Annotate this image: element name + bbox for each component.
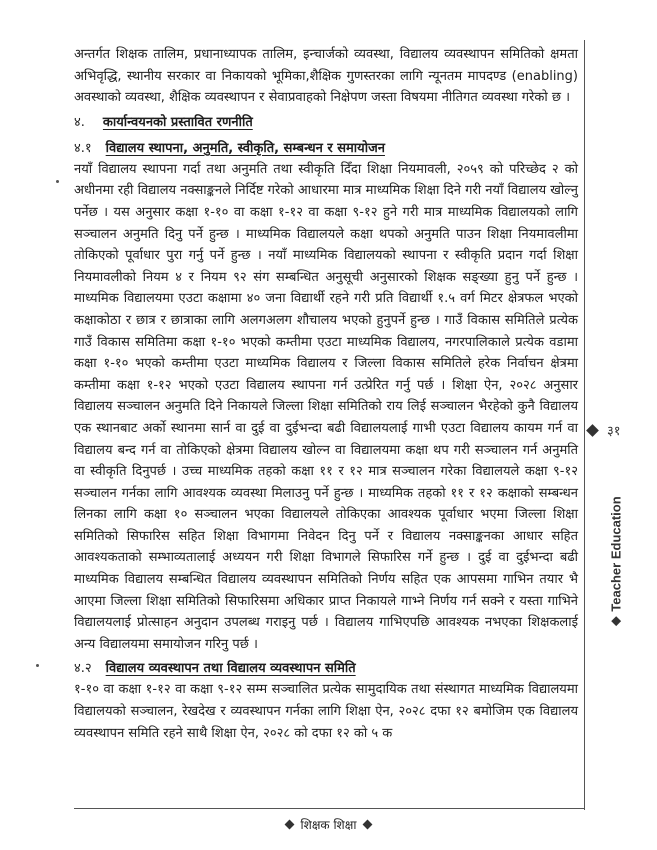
right-margin-rule	[584, 40, 585, 810]
side-label-text-wrap	[609, 496, 624, 624]
subsection-number: ४.१	[74, 140, 92, 156]
subsection-title: विद्यालय स्थापना, अनुमति, स्वीकृति, सम्बन्धन र समायोजन	[105, 140, 385, 156]
diamond-icon	[363, 820, 373, 830]
subsection-title: विद्यालय व्यवस्थापन तथा विद्यालय व्यवस्थापन समिति	[105, 661, 356, 677]
page-footer	[0, 816, 657, 833]
subsection-heading-4-2	[74, 659, 578, 679]
page-number: ३१	[607, 424, 621, 439]
section-number: ४.	[74, 114, 85, 130]
diamond-icon	[611, 616, 621, 626]
running-side-label	[604, 440, 628, 680]
side-label-text: Teacher Education	[608, 495, 624, 612]
intro-paragraph: अन्तर्गत शिक्षक तालिम, प्रधानाध्यापक तालिम, इन्चार्जको व्यवस्था, विद्यालय व्यवस्थापन समितिको क्षमता अभिवृद्धि, स्थानीय सरकार वा निकायको भूमिका,शैक्षिक गुणस्तरका लागि न्यूनतम मापदण्ड (enabling) अवस्थाको व्यवस्था, शैक्षिक व्यवस्थापन र सेवाप्रवाहको निक्षेपण जस्ता विषयमा नीतिगत व्यवस्था गरेको छ ।	[74, 47, 578, 106]
section-heading-4	[74, 113, 578, 133]
page-number-tab	[586, 418, 626, 442]
subsection-number: ४.२	[74, 661, 92, 677]
subsection-heading-4-1	[74, 139, 578, 159]
diamond-icon	[586, 424, 599, 437]
margin-dot	[36, 664, 39, 667]
section-4-2-paragraph: १-१० वा कक्षा १-१२ वा कक्षा ९-१२ सम्म सञ्चालित प्रत्येक सामुदायिक तथा संस्थागत माध्यमिक विद्यालयमा विद्यालयको सञ्चालन, रेखदेख र व्यवस्थापन गर्नका लागि शिक्षा ऐन, २०२८ दफा १२ बमोजिम एक विद्यालय व्यवस्थापन समिति रहने साथै शिक्षा ऐन, २०२८ को दफा १२ को ५ क	[74, 682, 578, 741]
diamond-icon	[284, 820, 294, 830]
section-4-1-paragraph: नयाँ विद्यालय स्थापना गर्दा तथा अनुमति तथा स्वीकृति दिँदा शिक्षा नियमावली, २०५९ को परिच्छेद २ को अधीनमा रही विद्यालय नक्साङ्कनले निर्दिष्ट गरेको आधारमा मात्र माध्यमिक शिक्षा दिने गरी नयाँ विद्यालय खोल्नु पर्नेछ । यस अनुसार कक्षा १-१० वा कक्षा १-१२ वा कक्षा ९-१२ हुने गरी मात्र माध्यमिक विद्यालयको लागि सञ्चालन अनुमति दिनु पर्ने हुन्छ । माध्यमिक विद्यालयले कक्षा थपको अनुमति पाउन शिक्षा नियमावलीमा तोकिएको पूर्वाधार पुरा गर्नु पर्ने हुन्छ । नयाँ माध्यमिक विद्यालयको स्थापना र स्वीकृति प्रदान गर्दा शिक्षा नियमावलीको नियम ४ र नियम ९२ संग सम्बन्धित अनुसूची अनुसारको शिक्षक सङ्ख्या हुनु पर्ने हुन्छ । माध्यमिक विद्यालयमा एउटा कक्षामा ४० जना विद्यार्थी रहने गरी प्रति विद्यार्थी १.५ वर्ग मिटर क्षेत्रफल भएको कक्षाकोठा र छात्र र छात्राका लागि अलगअलग शौचालय भएको हुनुपर्ने हुन्छ । गाउँ विकास समितिले प्रत्येक गाउँ विकास समितिमा कक्षा १-१० भएको कम्तीमा एउटा माध्यमिक विद्यालय, नगरपालिकाले प्रत्येक वडामा कक्षा १-१० भएको कम्तीमा एउटा माध्यमिक विद्यालय र जिल्ला विकास समितिले हरेक निर्वाचन क्षेत्रमा कम्तीमा कक्षा १-१२ भएको एउटा विद्यालय स्थापना गर्न उत्प्रेरित गर्नु पर्छ । शिक्षा ऐन, २०२८ अनुसार विद्यालय सञ्चालन अनुमति दिने निकायले जिल्ला शिक्षा समितिको राय लिई सञ्चालन भैरहेको कुनै विद्यालय एक स्थानबाट अर्को स्थानमा सार्न वा दुई वा दुईभन्दा बढी विद्यालयलाई गाभी एउटा विद्यालय कायम गर्न वा विद्यालय बन्द गर्न वा तोकिएको क्षेत्रमा विद्यालय खोल्न वा विद्यालयमा कक्षा थप गरी सञ्चालन गर्न अनुमति वा स्वीकृति दिनुपर्छ । उच्च माध्यमिक तहको कक्षा ११ र १२ मात्र सञ्चालन गरेका विद्यालयले कक्षा ९-१२ सञ्चालन गर्नका लागि आवश्यक व्यवस्था मिलाउनु पर्ने हुन्छ । माध्यमिक तहको ११ र १२ कक्षाको सम्बन्धन लिनका लागि कक्षा १० सञ्चालन भएका विद्यालयले तोकिएका आवश्यक पूर्वाधार भएमा जिल्ला शिक्षा समितिको सिफारिस सहित शिक्षा विभागमा निवेदन दिनु पर्ने र विद्यालय नक्साङ्कनका आधार सहित आवश्यकताको सम्भाव्यतालाई अध्ययन गरी शिक्षा विभागले सिफारिस गर्ने हुन्छ । दुई वा दुईभन्दा बढी माध्यमिक विद्यालय सम्बन्धित विद्यालय व्यवस्थापन समितिको निर्णय सहित एक आपसमा गाभिन तयार भै आएमा जिल्ला शिक्षा समितिको सिफारिसमा अधिकार प्राप्त निकायले गाभ्ने निर्णय गर्न सक्ने र यस्ता गाभिने विद्यालयलाई प्रोत्साहन अनुदान उपलब्ध गराइनु पर्छ । विद्यालय गाभिएपछि आवश्यक नभएका शिक्षकलाई अन्य विद्यालयमा समायोजन गरिनु पर्छ ।	[74, 161, 578, 652]
margin-dot	[56, 180, 59, 183]
footer-title: शिक्षक शिक्षा	[300, 818, 357, 832]
section-title: कार्यान्वयनको प्रस्तावित रणनीति	[102, 114, 253, 130]
footer-rule	[74, 808, 585, 809]
page-content	[74, 44, 578, 744]
